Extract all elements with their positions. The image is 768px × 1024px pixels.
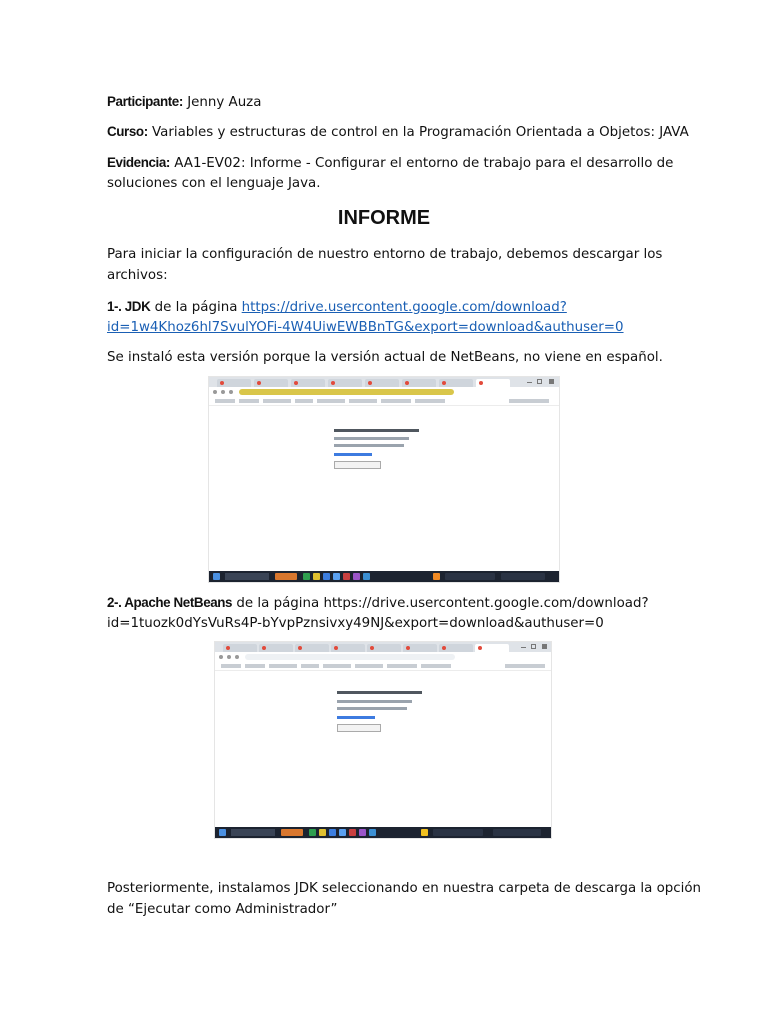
course-value: Variables y estructuras de control en la Programación Orientada a Objetos: JAVA — [152, 125, 689, 140]
step1-note: Se instaló esta versión porque la versión actual de NetBeans, no viene en español. — [107, 350, 663, 365]
evidence-value: AA1-EV02: Informe - Configurar el entorno de trabajo para el desarrollo de — [174, 156, 674, 171]
step2-line — [107, 592, 649, 614]
jdk-download-link-cont[interactable]: id=1w4Khoz6hl7SvulYOFi-4W4UiwEWBBnTG&export=download&authuser=0 — [107, 320, 624, 335]
participant-line — [107, 91, 261, 113]
browser-tab-bar — [209, 377, 559, 387]
step1-text: de la página — [154, 300, 238, 315]
jdk-download-screenshot — [209, 377, 559, 582]
closing-line-1: Posteriormente, instalamos JDK seleccionando en nuestra carpeta de descarga la opción — [107, 881, 702, 896]
evidence-line-2: soluciones con el lenguaje Java. — [107, 176, 321, 191]
page-title: INFORME — [337, 207, 431, 229]
participant-label: Participante: — [107, 94, 183, 109]
step2-line-2: id=1tuozk0dYsVuRs4P-bYvpPznsivxy49NJ&export=download&authuser=0 — [107, 616, 604, 631]
browser-tab-bar — [215, 642, 551, 652]
windows-taskbar — [209, 571, 559, 582]
netbeans-download-screenshot — [215, 642, 551, 838]
jdk-download-link[interactable]: https://drive.usercontent.google.com/download? — [241, 300, 567, 315]
evidence-line — [107, 152, 673, 174]
evidence-label: Evidencia: — [107, 155, 170, 170]
bookmarks-bar — [215, 662, 551, 671]
course-label: Curso: — [107, 124, 148, 139]
closing-line-2: de “Ejecutar como Administrador” — [107, 902, 338, 917]
step2-label: 2-. Apache NetBeans — [107, 595, 233, 610]
step1-link-line-2 — [107, 317, 624, 338]
step1-label: 1-. JDK — [107, 299, 151, 314]
bookmarks-bar — [209, 397, 559, 406]
windows-taskbar — [215, 827, 551, 838]
intro-line-2: archivos: — [107, 268, 168, 283]
step1-line — [107, 296, 567, 318]
intro-line-1: Para iniciar la configuración de nuestro entorno de trabajo, debemos descargar los — [107, 247, 663, 262]
course-line — [107, 121, 689, 143]
step2-text: de la página https://drive.usercontent.google.com/download? — [236, 596, 649, 611]
participant-value: Jenny Auza — [187, 95, 262, 110]
